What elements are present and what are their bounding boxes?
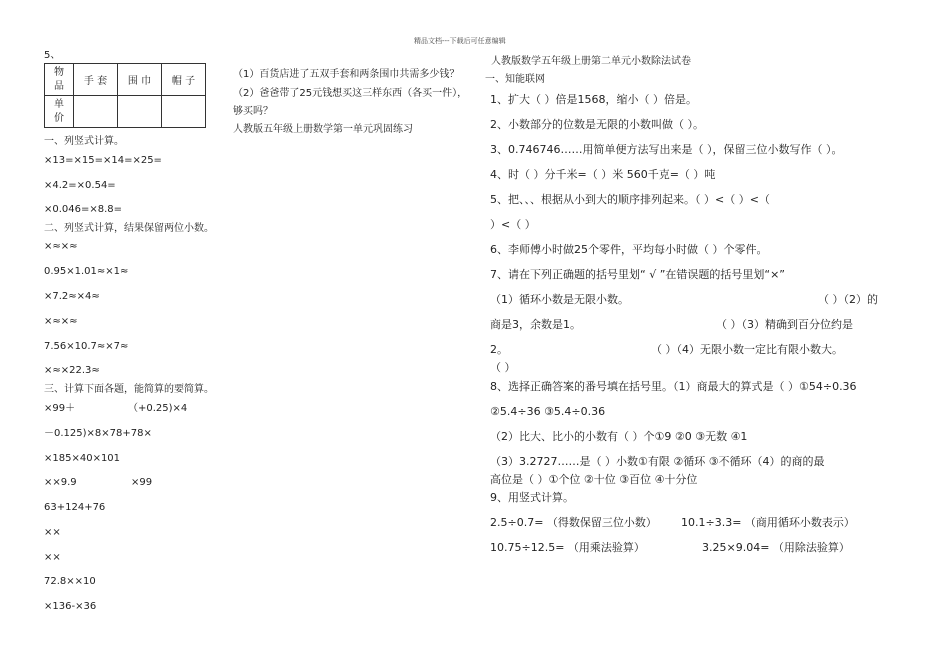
- q8-part-3: （3）3.2727……是（ ）小数①有限 ②循环 ③不循环（4）的商的最: [490, 455, 825, 468]
- calc-line: 7.56×10.7≈×7≈: [44, 341, 129, 352]
- question-9: 9、用竖式计算。: [490, 491, 574, 504]
- calc-line: 63+124+76: [44, 502, 106, 513]
- q7-item-2-bracket: （ ）（3）精确到百分位约是: [716, 318, 853, 331]
- price-cell: [118, 96, 162, 128]
- row-header-item: 物品: [45, 64, 74, 96]
- question-5-cont: ）<（ ）: [490, 218, 536, 231]
- calc-line: ×185×40×101: [44, 453, 121, 464]
- calc-line: ×7.2≈×4≈: [44, 291, 100, 302]
- sec2-heading: 二、列竖式计算，结果保留两位小数。: [44, 223, 214, 234]
- q9-calc-c: 10.75÷12.5= （用乘法验算）: [490, 541, 645, 554]
- q8-options-1: ②5.4÷36 ③5.4÷0.36: [490, 405, 606, 418]
- q7-item-1: （1）循环小数是无限小数。: [490, 293, 629, 306]
- col-scarf: 围 巾: [118, 64, 162, 96]
- calc-line: ×99: [131, 477, 153, 488]
- q7-item-4-bracket: （ ）: [490, 361, 516, 374]
- calc-line: ×4.2=×0.54=: [44, 180, 116, 191]
- question-4: 4、时（ ）分千米=（ ）米 560千克=（ ）吨: [490, 168, 716, 181]
- col-gloves: 手 套: [74, 64, 118, 96]
- question-7: 7、请在下列正确题的括号里划“ √ ”在错误题的括号里划“×”: [490, 268, 786, 281]
- table-row: [45, 96, 206, 128]
- calc-line: 0.95×1.01≈×1≈: [44, 266, 129, 277]
- price-table: [44, 63, 206, 128]
- question-5: 5、把、、、根据从小到大的顺序排列起来。（ ）<（ ）<（: [490, 193, 770, 206]
- question-5-label: 5、: [44, 50, 61, 61]
- unit1-title: 人教版五年级上册数学第一单元巩固练习: [233, 124, 413, 135]
- question-8: 8、选择正确答案的番号填在括号里。（1）商最大的算式是（ ）①54÷0.36: [490, 380, 857, 393]
- calc-line: （+0.25)×4: [128, 403, 188, 414]
- sec1-heading: 一、列竖式计算。: [44, 136, 124, 147]
- calc-line: ×0.046=×8.8=: [44, 204, 123, 215]
- price-cell: [162, 96, 206, 128]
- q7-item-1-bracket: （ ）（2）的: [818, 293, 878, 306]
- calc-line: 72.8××10: [44, 576, 96, 587]
- sec3-heading: 三、计算下面各题，能简算的要简算。: [44, 384, 214, 395]
- unit2-title: 人教版数学五年级上册第二单元小数除法试卷: [491, 56, 691, 67]
- calc-line: ×136-×36: [44, 601, 97, 612]
- calc-line: ×99＋: [44, 403, 76, 414]
- q9-calc-b: 10.1÷3.3= （商用循环小数表示）: [681, 516, 855, 529]
- question-1: 1、扩大（ ）倍是1568，缩小（ ）倍是。: [490, 93, 697, 106]
- calc-line: ×≈×22.3≈: [44, 365, 100, 376]
- calc-line: ××: [44, 527, 61, 538]
- calc-line: ××9.9: [44, 477, 77, 488]
- question-3: 3、0.746746……用简单便方法写出来是（ ），保留三位小数写作（ ）。: [490, 143, 843, 156]
- calc-line: ×13=×15=×14=×25=: [44, 155, 162, 166]
- calc-line: ×≈×≈: [44, 316, 78, 327]
- q9-calc-d: 3.25×9.04= （用除法验算）: [702, 541, 850, 554]
- q9-calc-a: 2.5÷0.7= （得数保留三位小数）: [490, 516, 657, 529]
- calc-line: －0.125)×8×78+78×: [44, 428, 152, 439]
- q8-part-4: 高位是（ ）①个位 ②十位 ③百位 ④十分位: [490, 473, 698, 486]
- calc-line: ××: [44, 552, 61, 563]
- sec1-heading: 一、知能联网: [485, 74, 545, 85]
- col-hat: 帽 子: [162, 64, 206, 96]
- q7-item-3: 2。: [490, 343, 508, 356]
- q8-part-2: （2）比大、比小的小数有（ ）个①9 ②0 ③无数 ④1: [490, 430, 748, 443]
- row-header-price: 单价: [45, 96, 74, 128]
- q7-item-3-bracket: （ ）（4）无限小数一定比有限小数大。: [651, 343, 843, 356]
- q5-sub1: （1）百货店进了五双手套和两条围巾共需多少钱？: [233, 69, 460, 80]
- table-row: [45, 64, 206, 96]
- q5-sub2a: （2）爸爸带了25元钱想买这三样东西（各买一件），: [233, 88, 468, 99]
- question-2: 2、小数部分的位数是无限的小数叫做（ ）。: [490, 118, 704, 131]
- question-6: 6、李师傅小时做25个零件，平均每小时做（ ）个零件。: [490, 243, 768, 256]
- q7-item-2: 商是3，余数是1。: [490, 318, 581, 331]
- calc-line: ×≈×≈: [44, 241, 78, 252]
- price-cell: [74, 96, 118, 128]
- page-header: 精品文档---下载后可任意编辑: [414, 37, 506, 45]
- q5-sub2b: 够买吗？: [233, 106, 273, 117]
